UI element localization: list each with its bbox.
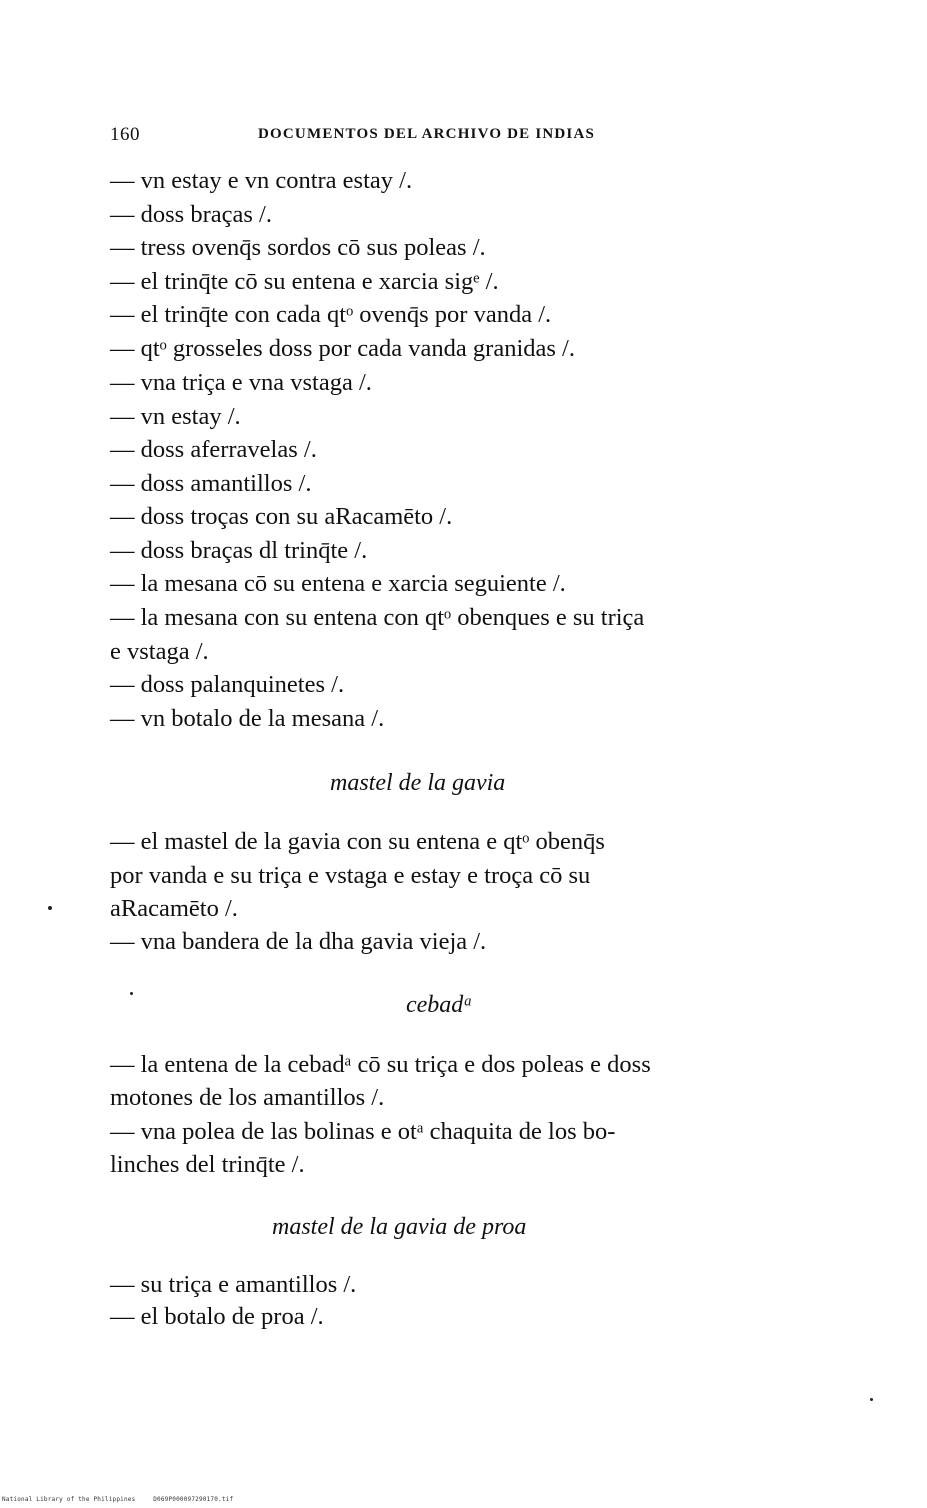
page-number: 160 [110, 124, 140, 145]
text-line: aRacamēto /. [110, 895, 238, 922]
text-line: — vna polea de las bolinas e otᵃ chaquita de los bo- [110, 1118, 616, 1145]
text-line: — la mesana con su entena con qtᵒ obenques e su triça [110, 604, 645, 631]
text-line: — el botalo de proa /. [110, 1303, 324, 1330]
text-line: — vn estay e vn contra estay /. [110, 167, 413, 194]
text-line: — su triça e amantillos /. [110, 1271, 357, 1298]
text-line: — doss troças con su aRacamēto /. [110, 503, 453, 530]
text-line: — doss braças /. [110, 201, 272, 228]
scan-speck [48, 906, 52, 910]
text-line: linches del trinq̄te /. [110, 1151, 305, 1178]
text-line: — el trinq̄te cō su entena e xarcia sigᵉ /. [110, 268, 499, 295]
text-line: e vstaga /. [110, 638, 209, 665]
page-header [110, 124, 650, 148]
text-line: — vna bandera de la dha gavia vieja /. [110, 928, 487, 955]
text-line: — vna triça e vna vstaga /. [110, 369, 372, 396]
scan-speck [130, 992, 133, 995]
text-line: motones de los amantillos /. [110, 1084, 385, 1111]
text-line: — doss aferravelas /. [110, 436, 317, 463]
scan-footer [2, 1496, 247, 1503]
text-line: — doss amantillos /. [110, 470, 312, 497]
text-line: — tress ovenq̄s sordos cō sus poleas /. [110, 234, 486, 261]
text-line: por vanda e su triça e vstaga e estay e troça cō su [110, 862, 591, 889]
section-heading: mastel de la gavia de proa [272, 1214, 527, 1240]
footer-file-id: D069P000097290170.tif [153, 1496, 234, 1503]
text-line: — vn estay /. [110, 403, 241, 430]
running-title: DOCUMENTOS DEL ARCHIVO DE INDIAS [258, 126, 596, 142]
text-line: — el trinq̄te con cada qtᵒ ovenq̄s por vanda /. [110, 301, 552, 328]
text-line: — vn botalo de la mesana /. [110, 705, 385, 732]
text-line: — qtᵒ grosseles doss por cada vanda granidas /. [110, 335, 575, 362]
text-line: — la entena de la cebadᵃ cō su triça e dos poleas e doss [110, 1051, 651, 1078]
text-line: — doss braças dl trinq̄te /. [110, 537, 368, 564]
scan-speck [870, 1398, 873, 1401]
section-heading: cebadᵃ [406, 992, 473, 1018]
text-line: — doss palanquinetes /. [110, 671, 345, 698]
section-heading: mastel de la gavia [330, 770, 506, 796]
text-line: — la mesana cō su entena e xarcia seguiente /. [110, 570, 566, 597]
text-line: — el mastel de la gavia con su entena e qtᵒ obenq̄s [110, 828, 605, 855]
footer-library: National Library of the Philippines [2, 1496, 136, 1503]
